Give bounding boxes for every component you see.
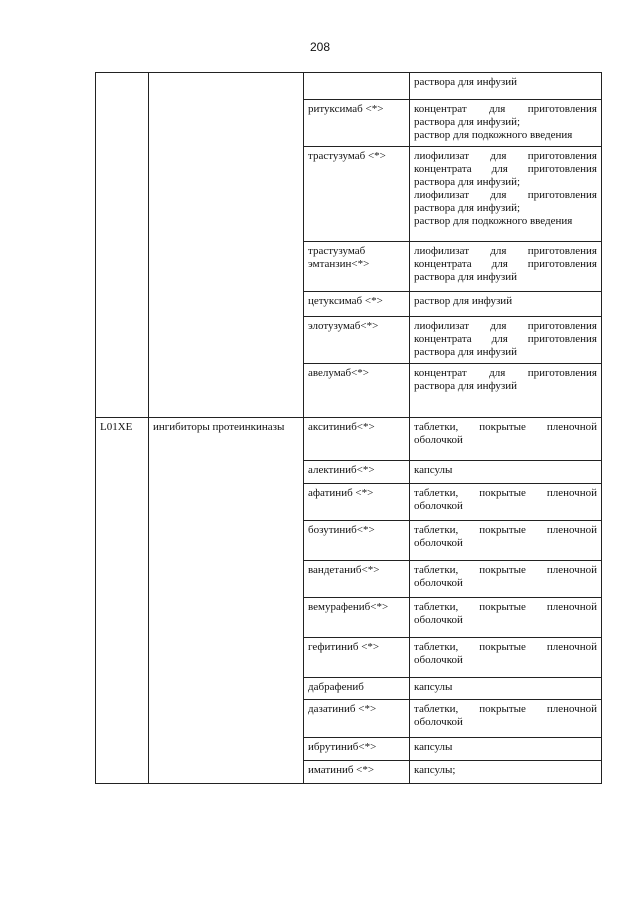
- drug-name-cell: ибрутиниб<*>: [304, 738, 410, 761]
- dosage-form-line: капсулы: [414, 741, 453, 753]
- drug-name-cell: гефитиниб <*>: [304, 638, 410, 678]
- atc-group-name-cell: [149, 73, 304, 418]
- dosage-form-line: лиофилизат для приготовления концентрата для приготовления раствора для инфузий: [414, 245, 597, 283]
- dosage-form-cell: [410, 484, 602, 521]
- drug-name-cell: алектиниб<*>: [304, 461, 410, 484]
- dosage-form-cell: [410, 521, 602, 561]
- dosage-form-cell: [410, 678, 602, 700]
- dosage-form-cell: [410, 100, 602, 147]
- dosage-form-line: таблетки, покрытые пленочной оболочкой: [414, 601, 597, 626]
- drug-name-cell: вандетаниб<*>: [304, 561, 410, 598]
- dosage-form-line: лиофилизат для приготовления раствора для инфузий;: [414, 189, 597, 214]
- dosage-form-cell: [410, 242, 602, 292]
- dosage-form-cell: [410, 317, 602, 364]
- atc-code-cell: [96, 73, 149, 418]
- dosage-form-line: раствор для инфузий: [414, 295, 513, 307]
- drug-name-cell: дазатиниб <*>: [304, 700, 410, 738]
- dosage-form-line: раствора для инфузий: [414, 76, 517, 88]
- drug-name-cell: элотузумаб<*>: [304, 317, 410, 364]
- dosage-form-line: лиофилизат для приготовления концентрата для приготовления раствора для инфузий: [414, 320, 597, 358]
- dosage-form-cell: [410, 700, 602, 738]
- dosage-form-line: таблетки, покрытые пленочной оболочкой: [414, 641, 597, 666]
- dosage-form-cell: [410, 73, 602, 100]
- atc-code-cell: L01XE: [96, 418, 149, 784]
- drug-name-cell: акситиниб<*>: [304, 418, 410, 461]
- dosage-form-cell: [410, 561, 602, 598]
- dosage-form-line: лиофилизат для приготовления концентрата для приготовления раствора для инфузий;: [414, 150, 597, 188]
- table-row: [96, 73, 602, 100]
- dosage-form-cell: [410, 418, 602, 461]
- drug-name-cell: бозутиниб<*>: [304, 521, 410, 561]
- drug-name-cell: дабрафениб: [304, 678, 410, 700]
- drug-name-cell: трастузумаб <*>: [304, 147, 410, 242]
- drug-name-cell: вемурафениб<*>: [304, 598, 410, 638]
- drug-table: [95, 72, 602, 784]
- dosage-form-cell: [410, 761, 602, 784]
- dosage-form-line: концентрат для приготовления раствора для инфузий;: [414, 103, 597, 128]
- dosage-form-line: концентрат для приготовления раствора для инфузий: [414, 367, 597, 392]
- atc-group-name-cell: ингибиторы протеинкиназы: [149, 418, 304, 784]
- dosage-form-line: капсулы: [414, 681, 453, 693]
- drug-name-cell: цетуксимаб <*>: [304, 292, 410, 317]
- dosage-form-cell: [410, 461, 602, 484]
- dosage-form-line: таблетки, покрытые пленочной оболочкой: [414, 564, 597, 589]
- dosage-form-line: таблетки, покрытые пленочной оболочкой: [414, 524, 597, 549]
- dosage-form-line: таблетки, покрытые пленочной оболочкой: [414, 421, 597, 446]
- drug-name-cell: иматиниб <*>: [304, 761, 410, 784]
- dosage-form-line: таблетки, покрытые пленочной оболочкой: [414, 487, 597, 512]
- drug-name-cell: авелумаб<*>: [304, 364, 410, 418]
- dosage-form-cell: [410, 598, 602, 638]
- dosage-form-line: раствор для подкожного введения: [414, 129, 573, 141]
- dosage-form-cell: [410, 147, 602, 242]
- dosage-form-line: капсулы: [414, 464, 453, 476]
- dosage-form-cell: [410, 364, 602, 418]
- dosage-form-line: капсулы;: [414, 764, 456, 776]
- dosage-form-cell: [410, 638, 602, 678]
- page-number: 208: [309, 40, 331, 54]
- dosage-form-line: раствор для подкожного введения: [414, 215, 573, 227]
- drug-name-cell: трастузумаб эмтанзин<*>: [304, 242, 410, 292]
- dosage-form-line: таблетки, покрытые пленочной оболочкой: [414, 703, 597, 728]
- drug-name-cell: [304, 73, 410, 100]
- drug-name-cell: ритуксимаб <*>: [304, 100, 410, 147]
- table-row: [96, 418, 602, 461]
- dosage-form-cell: [410, 292, 602, 317]
- drug-name-cell: афатиниб <*>: [304, 484, 410, 521]
- dosage-form-cell: [410, 738, 602, 761]
